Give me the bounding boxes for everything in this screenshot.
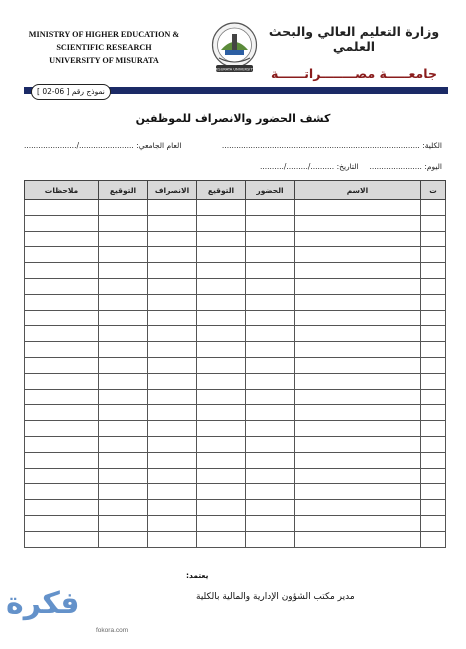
table-cell: [295, 468, 421, 484]
table-cell: [295, 515, 421, 531]
table-cell: [99, 200, 148, 216]
day-field: اليوم: ......................: [369, 162, 442, 171]
table-cell: [99, 294, 148, 310]
table-cell: [99, 263, 148, 279]
table-cell: [246, 405, 295, 421]
table-cell: [25, 215, 99, 231]
table-cell: [25, 263, 99, 279]
table-cell: [246, 200, 295, 216]
table-cell: [246, 215, 295, 231]
table-cell: [197, 263, 246, 279]
table-cell: [99, 500, 148, 516]
document-title: كشف الحضور والانصراف للموظفين: [135, 112, 331, 125]
table-row: [25, 326, 446, 342]
table-row: [25, 500, 446, 516]
university-logo: [207, 20, 262, 75]
table-cell: [197, 278, 246, 294]
table-cell: [25, 405, 99, 421]
approve-label: يعتمد:: [186, 571, 209, 580]
table-cell: [246, 263, 295, 279]
table-cell: [99, 231, 148, 247]
table-cell: [148, 278, 197, 294]
table-cell: [421, 294, 446, 310]
faculty-field: الكلية: ...................................................................................: [221, 141, 442, 150]
table-cell: [246, 436, 295, 452]
table-cell: [421, 515, 446, 531]
table-cell: [148, 405, 197, 421]
table-cell: [421, 342, 446, 358]
table-row: [25, 357, 446, 373]
table-row: [25, 342, 446, 358]
table-cell: [99, 389, 148, 405]
table-cell: [148, 310, 197, 326]
header-departure-signature: التوقيع: [99, 181, 148, 200]
table-cell: [148, 200, 197, 216]
ministry-name-arabic: وزارة التعليم العالي والبحث العلمي: [268, 24, 440, 54]
table-cell: [99, 515, 148, 531]
table-cell: [197, 215, 246, 231]
table-cell: [148, 389, 197, 405]
watermark-logo: فكرة: [6, 586, 80, 621]
table-cell: [99, 421, 148, 437]
table-cell: [246, 247, 295, 263]
table-cell: [25, 500, 99, 516]
table-cell: [295, 436, 421, 452]
table-cell: [25, 294, 99, 310]
table-cell: [25, 342, 99, 358]
table-cell: [197, 247, 246, 263]
table-row: [25, 294, 446, 310]
table-cell: [421, 468, 446, 484]
table-cell: [295, 294, 421, 310]
table-cell: [148, 515, 197, 531]
table-cell: [25, 231, 99, 247]
table-cell: [421, 500, 446, 516]
table-cell: [99, 278, 148, 294]
table-cell: [246, 278, 295, 294]
table-cell: [197, 405, 246, 421]
table-cell: [148, 373, 197, 389]
table-cell: [197, 468, 246, 484]
header-index: ت: [421, 181, 446, 200]
english-header-line-2: SCIENTIFIC RESEARCH: [56, 43, 152, 52]
table-cell: [25, 326, 99, 342]
table-row: [25, 468, 446, 484]
table-cell: [421, 389, 446, 405]
table-cell: [421, 326, 446, 342]
table-cell: [295, 452, 421, 468]
table-cell: [99, 373, 148, 389]
table-cell: [246, 357, 295, 373]
table-cell: [246, 310, 295, 326]
table-cell: [197, 531, 246, 547]
table-cell: [246, 373, 295, 389]
table-header-row: [25, 181, 446, 200]
table-cell: [99, 531, 148, 547]
table-cell: [148, 468, 197, 484]
header-notes: ملاحظات: [25, 181, 99, 200]
table-cell: [99, 357, 148, 373]
english-header-line-3: UNIVERSITY OF MISURATA: [49, 56, 159, 65]
header-departure: الانصراف: [148, 181, 197, 200]
table-cell: [421, 247, 446, 263]
table-cell: [99, 247, 148, 263]
table-cell: [148, 357, 197, 373]
table-cell: [246, 500, 295, 516]
table-cell: [197, 200, 246, 216]
header-arrival-signature: التوقيع: [197, 181, 246, 200]
table-cell: [197, 421, 246, 437]
table-cell: [25, 436, 99, 452]
table-cell: [99, 452, 148, 468]
english-header-line-1: MINISTRY OF HIGHER EDUCATION &: [28, 30, 180, 39]
table-row: [25, 200, 446, 216]
table-cell: [197, 373, 246, 389]
table-cell: [99, 326, 148, 342]
table-row: [25, 231, 446, 247]
table-cell: [197, 389, 246, 405]
table-cell: [99, 436, 148, 452]
logo-caption: MISURATA UNIVERSITY: [214, 67, 255, 72]
table-cell: [421, 200, 446, 216]
table-cell: [246, 421, 295, 437]
university-name-arabic: جامعـــــة مصــــــــراتــــــة: [271, 66, 437, 81]
table-cell: [421, 531, 446, 547]
table-cell: [25, 278, 99, 294]
table-row: [25, 531, 446, 547]
table-row: [25, 515, 446, 531]
table-row: [25, 310, 446, 326]
table-cell: [25, 247, 99, 263]
table-cell: [25, 389, 99, 405]
header-arrival: الحضور: [246, 181, 295, 200]
table-row: [25, 421, 446, 437]
table-cell: [197, 436, 246, 452]
table-cell: [197, 310, 246, 326]
table-cell: [25, 357, 99, 373]
table-row: [25, 484, 446, 500]
table-cell: [197, 326, 246, 342]
table-cell: [295, 500, 421, 516]
table-cell: [197, 342, 246, 358]
table-cell: [295, 278, 421, 294]
table-cell: [295, 342, 421, 358]
table-cell: [25, 515, 99, 531]
table-cell: [148, 231, 197, 247]
table-cell: [148, 500, 197, 516]
table-cell: [99, 310, 148, 326]
table-cell: [197, 515, 246, 531]
table-cell: [246, 231, 295, 247]
table-cell: [421, 310, 446, 326]
table-cell: [295, 421, 421, 437]
table-cell: [421, 405, 446, 421]
table-cell: [246, 326, 295, 342]
table-cell: [295, 310, 421, 326]
table-cell: [25, 452, 99, 468]
table-cell: [421, 484, 446, 500]
table-cell: [246, 484, 295, 500]
table-cell: [148, 421, 197, 437]
table-cell: [421, 357, 446, 373]
table-cell: [295, 484, 421, 500]
table-cell: [421, 452, 446, 468]
table-cell: [421, 278, 446, 294]
table-cell: [148, 531, 197, 547]
table-cell: [295, 326, 421, 342]
table-cell: [421, 263, 446, 279]
table-cell: [25, 468, 99, 484]
table-cell: [99, 405, 148, 421]
table-cell: [197, 231, 246, 247]
table-cell: [295, 200, 421, 216]
table-cell: [421, 373, 446, 389]
table-cell: [99, 215, 148, 231]
table-cell: [25, 373, 99, 389]
table-cell: [99, 468, 148, 484]
table-row: [25, 247, 446, 263]
table-cell: [148, 294, 197, 310]
table-row: [25, 278, 446, 294]
table-cell: [246, 468, 295, 484]
table-cell: [421, 231, 446, 247]
table-cell: [246, 389, 295, 405]
table-row: [25, 263, 446, 279]
table-cell: [246, 531, 295, 547]
table-row: [25, 436, 446, 452]
table-cell: [148, 263, 197, 279]
table-cell: [295, 215, 421, 231]
table-cell: [421, 215, 446, 231]
table-cell: [148, 452, 197, 468]
table-cell: [148, 436, 197, 452]
manager-signature-label: مدير مكتب الشؤون الإدارية والمالية بالكلية: [196, 592, 355, 602]
table-row: [25, 405, 446, 421]
table-cell: [295, 373, 421, 389]
date-field: التاريخ: ........../........./..........: [260, 162, 359, 171]
table-cell: [197, 484, 246, 500]
table-cell: [246, 342, 295, 358]
table-cell: [148, 215, 197, 231]
table-cell: [295, 263, 421, 279]
table-cell: [25, 200, 99, 216]
table-cell: [148, 247, 197, 263]
table-cell: [246, 294, 295, 310]
arabic-header: [264, 24, 444, 81]
table-cell: [295, 247, 421, 263]
table-cell: [25, 421, 99, 437]
table-cell: [295, 357, 421, 373]
table-cell: [197, 357, 246, 373]
table-cell: [421, 421, 446, 437]
table-cell: [421, 436, 446, 452]
table-cell: [148, 342, 197, 358]
table-cell: [295, 231, 421, 247]
table-cell: [148, 326, 197, 342]
attendance-table: [24, 180, 446, 548]
table-cell: [99, 342, 148, 358]
academic-year-field: العام الجامعي: ......................./......................: [24, 141, 182, 150]
table-cell: [197, 452, 246, 468]
table-cell: [99, 484, 148, 500]
english-header: [20, 28, 188, 67]
form-number-badge: نموذج رقم [ 06-02 ]: [31, 84, 111, 100]
header-name: الاسم: [295, 181, 421, 200]
table-cell: [148, 484, 197, 500]
table-cell: [295, 389, 421, 405]
table-cell: [197, 500, 246, 516]
table-row: [25, 373, 446, 389]
table-cell: [197, 294, 246, 310]
table-row: [25, 215, 446, 231]
table-cell: [25, 484, 99, 500]
table-cell: [246, 515, 295, 531]
table-row: [25, 389, 446, 405]
table-cell: [295, 531, 421, 547]
table-cell: [25, 310, 99, 326]
table-cell: [25, 531, 99, 547]
table-cell: [295, 405, 421, 421]
table-row: [25, 452, 446, 468]
table-cell: [246, 452, 295, 468]
watermark-url: fokora.com: [96, 627, 129, 634]
